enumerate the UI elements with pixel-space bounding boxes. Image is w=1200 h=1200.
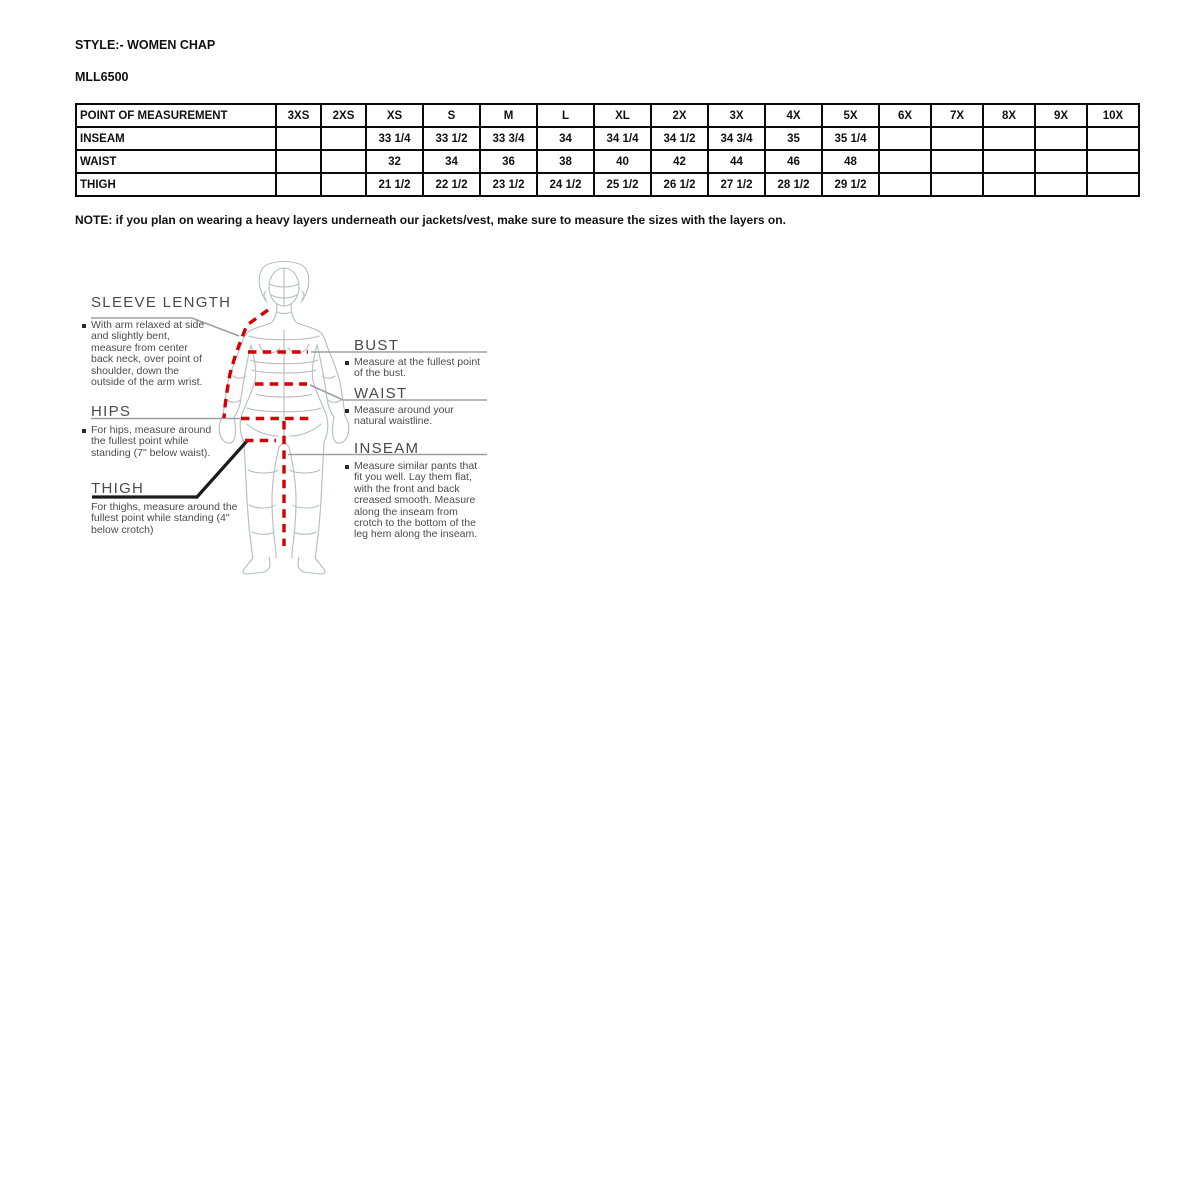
row-label: THIGH	[76, 173, 276, 196]
col-header: 3X	[708, 104, 765, 127]
col-header: 3XS	[276, 104, 321, 127]
col-header: XS	[366, 104, 423, 127]
table-cell	[879, 173, 931, 196]
table-cell: 42	[651, 150, 708, 173]
inseam-description	[345, 461, 487, 541]
table-cell: 29 1/2	[822, 173, 879, 196]
table-cell: 21 1/2	[366, 173, 423, 196]
bullet-square-icon	[82, 324, 86, 328]
table-cell: 26 1/2	[651, 173, 708, 196]
hips-text: For hips, measure around the fullest point while standing (7" below waist).	[91, 424, 212, 459]
table-cell: 34 1/2	[651, 127, 708, 150]
table-cell	[276, 150, 321, 173]
table-cell: 46	[765, 150, 822, 173]
note-text: NOTE: if you plan on wearing a heavy layers underneath our jackets/vest, make sure to measure the sizes with the layers on.	[75, 213, 786, 227]
table-cell	[1087, 150, 1139, 173]
table-cell: 35	[765, 127, 822, 150]
table-row	[76, 173, 1139, 196]
table-row	[76, 127, 1139, 150]
col-header: 2X	[651, 104, 708, 127]
table-cell: 23 1/2	[480, 173, 537, 196]
col-header: 4X	[765, 104, 822, 127]
sleeve-length-heading: SLEEVE LENGTH	[91, 294, 232, 311]
thigh-text: For thighs, measure around the fullest point while standing (4" below crotch)	[91, 501, 238, 536]
table-cell	[879, 150, 931, 173]
table-cell: 35 1/4	[822, 127, 879, 150]
table-cell: 25 1/2	[594, 173, 651, 196]
table-cell	[276, 127, 321, 150]
table-cell: 33 1/2	[423, 127, 480, 150]
sleeve-length-text: With arm relaxed at side and slightly bent, measure from center back neck, over point of shoulder, down the outside of the arm wrist.	[91, 319, 205, 389]
bullet-square-icon	[345, 409, 349, 413]
table-cell: 34 1/4	[594, 127, 651, 150]
table-cell: 34	[423, 150, 480, 173]
hips-heading: HIPS	[91, 403, 132, 420]
bullet-square-icon	[345, 361, 349, 365]
col-header: XL	[594, 104, 651, 127]
table-cell	[1035, 127, 1087, 150]
table-cell	[1087, 127, 1139, 150]
table-cell: 28 1/2	[765, 173, 822, 196]
col-header: 5X	[822, 104, 879, 127]
col-header: 10X	[1087, 104, 1139, 127]
table-cell	[1035, 173, 1087, 196]
bust-text: Measure at the fullest point of the bust.	[354, 356, 481, 380]
thigh-description	[91, 502, 239, 536]
table-cell: 27 1/2	[708, 173, 765, 196]
table-cell	[983, 150, 1035, 173]
table-cell	[276, 173, 321, 196]
table-cell: 44	[708, 150, 765, 173]
col-header: L	[537, 104, 594, 127]
table-cell	[321, 150, 366, 173]
table-row	[76, 150, 1139, 173]
inseam-heading: INSEAM	[354, 440, 420, 457]
col-header: M	[480, 104, 537, 127]
col-header: 8X	[983, 104, 1035, 127]
bullet-square-icon	[345, 465, 349, 469]
table-cell: 36	[480, 150, 537, 173]
size-chart-table	[75, 103, 1140, 197]
table-cell: 34	[537, 127, 594, 150]
col-header: POINT OF MEASUREMENT	[76, 104, 276, 127]
thigh-heading: THIGH	[91, 480, 145, 497]
table-cell	[931, 127, 983, 150]
table-cell	[879, 127, 931, 150]
col-header: 7X	[931, 104, 983, 127]
table-cell	[321, 127, 366, 150]
table-cell: 34 3/4	[708, 127, 765, 150]
table-cell	[321, 173, 366, 196]
col-header: 2XS	[321, 104, 366, 127]
table-cell	[931, 173, 983, 196]
sleeve-length-description	[82, 320, 210, 388]
table-cell: 22 1/2	[423, 173, 480, 196]
table-cell: 32	[366, 150, 423, 173]
row-label: INSEAM	[76, 127, 276, 150]
row-label: WAIST	[76, 150, 276, 173]
table-cell: 24 1/2	[537, 173, 594, 196]
table-cell	[1035, 150, 1087, 173]
table-cell	[983, 173, 1035, 196]
hips-description	[82, 425, 222, 459]
table-cell: 38	[537, 150, 594, 173]
table-cell: 40	[594, 150, 651, 173]
waist-text: Measure around your natural waistline.	[354, 404, 454, 428]
table-header-row	[76, 104, 1139, 127]
bullet-square-icon	[82, 429, 86, 433]
col-header: 6X	[879, 104, 931, 127]
col-header: 9X	[1035, 104, 1087, 127]
col-header: S	[423, 104, 480, 127]
table-cell: 33 1/4	[366, 127, 423, 150]
table-cell	[983, 127, 1035, 150]
table-cell: 48	[822, 150, 879, 173]
bust-heading: BUST	[354, 337, 400, 354]
table-cell	[1087, 173, 1139, 196]
table-cell: 33 3/4	[480, 127, 537, 150]
table-cell	[931, 150, 983, 173]
waist-description	[345, 405, 481, 428]
inseam-text: Measure similar pants that fit you well. Lay them flat, with the front and back creased smooth. Measure along the inseam from crotch to the bottom of the leg hem along the inseam.	[354, 460, 478, 541]
waist-heading: WAIST	[354, 385, 408, 402]
bust-description	[345, 357, 481, 380]
model-code: MLL6500	[75, 70, 129, 84]
style-label: STYLE:- WOMEN CHAP	[75, 38, 216, 52]
